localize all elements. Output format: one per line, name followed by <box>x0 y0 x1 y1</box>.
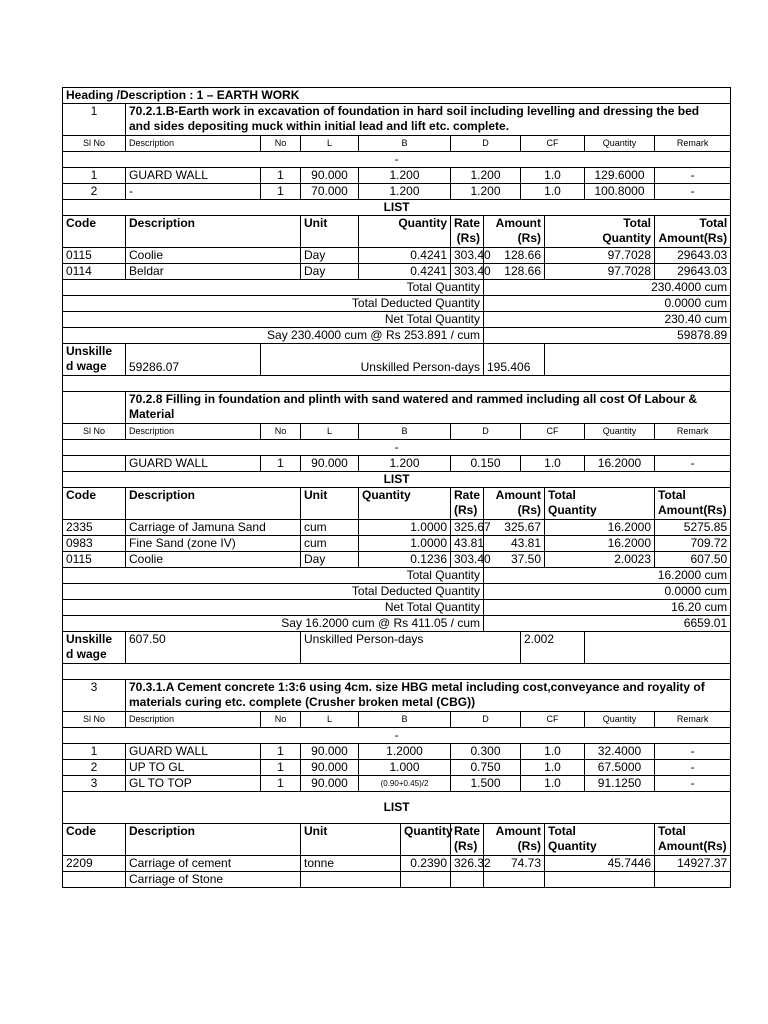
table-cell: 5275.85 <box>655 520 731 536</box>
list-row <box>63 264 731 280</box>
table-cell: 0.2390 <box>401 856 451 872</box>
table-cell: Amount (Rs) <box>484 824 545 856</box>
say-row <box>63 616 731 632</box>
measurement-row <box>63 168 731 184</box>
table-cell: - <box>655 184 731 200</box>
table-cell: 16.20 cum <box>484 600 731 616</box>
table-cell: Unit <box>301 216 359 248</box>
table-cell: 709.72 <box>655 536 731 552</box>
table-cell: 91.1250 <box>585 776 655 792</box>
estimate-document <box>62 87 730 888</box>
table-cell: Description <box>126 488 301 520</box>
table-cell: - <box>655 168 731 184</box>
table-cell: Sl No <box>63 424 126 440</box>
table-cell: 16.2000 <box>585 456 655 472</box>
table-cell <box>585 632 731 664</box>
table-cell: UP TO GL <box>126 760 261 776</box>
table-cell: 1 <box>261 456 301 472</box>
table-cell: Total Amount(Rs) <box>655 216 731 248</box>
table-cell: Sl No <box>63 712 126 728</box>
table-cell: L <box>301 136 359 152</box>
table-cell: Net Total Quantity <box>63 600 484 616</box>
table-cell: 230.40 cum <box>484 312 731 328</box>
table-cell: Day <box>301 264 359 280</box>
table-cell: 607.50 <box>655 552 731 568</box>
table-cell: Rate (Rs) <box>451 488 484 520</box>
table-cell: 90.000 <box>301 776 359 792</box>
table-cell <box>401 872 451 888</box>
table-cell: Sl No <box>63 136 126 152</box>
table-cell: 2 <box>63 760 126 776</box>
table-cell: Rate (Rs) <box>451 216 484 248</box>
table-cell <box>484 872 545 888</box>
table-cell: 1.200 <box>359 184 451 200</box>
table-cell: Amount (Rs) <box>484 488 545 520</box>
table-cell: 1 <box>63 744 126 760</box>
table-cell: 607.50 <box>126 632 301 664</box>
table-cell: Coolie <box>126 248 301 264</box>
section-3-title: 70.3.1.A Cement concrete 1:3:6 using 4cm. size HBG metal including cost,conveyance and royality of materials curing etc. complete (Crusher broken metal (CBG)) <box>126 680 731 712</box>
table-cell: Day <box>301 248 359 264</box>
table-cell: 1 <box>261 168 301 184</box>
table-cell: Total Quantity <box>545 488 655 520</box>
measurement-header <box>63 424 731 440</box>
table-cell: Quantity <box>359 488 451 520</box>
list-label: LIST <box>63 472 731 488</box>
table-cell: 0.150 <box>451 456 521 472</box>
measurement-header <box>63 136 731 152</box>
table-cell: Amount (Rs) <box>484 216 545 248</box>
total-quantity-row <box>63 568 731 584</box>
table-cell: GL TO TOP <box>126 776 261 792</box>
table-cell: 326.32 <box>451 856 484 872</box>
table-cell: 1.0 <box>521 168 585 184</box>
table-cell: Total Quantity <box>545 824 655 856</box>
table-cell: 1.0000 <box>359 536 451 552</box>
table-cell: 59286.07 <box>126 344 261 376</box>
table-cell: Code <box>63 488 126 520</box>
table-cell: 29643.03 <box>655 264 731 280</box>
table-cell: Fine Sand (zone IV) <box>126 536 301 552</box>
table-cell: 325.67 <box>451 520 484 536</box>
table-cell: 100.8000 <box>585 184 655 200</box>
unskilled-wage-row <box>63 632 731 664</box>
table-cell: B <box>359 424 451 440</box>
table-cell: No <box>261 712 301 728</box>
table-cell: 0983 <box>63 536 126 552</box>
table-cell <box>63 872 126 888</box>
table-cell: B <box>359 712 451 728</box>
table-cell: 45.7446 <box>545 856 655 872</box>
table-cell: 128.66 <box>484 264 545 280</box>
list-row <box>63 520 731 536</box>
table-cell: Total Deducted Quantity <box>63 296 484 312</box>
measurement-row <box>63 184 731 200</box>
measurement-row <box>63 776 731 792</box>
unskilled-wage-row <box>63 344 731 376</box>
table-cell: 128.66 <box>484 248 545 264</box>
table-cell: 1.0 <box>521 760 585 776</box>
table-cell: Total Deducted Quantity <box>63 584 484 600</box>
list-label: LIST <box>63 200 731 216</box>
table-cell: 16.2000 cum <box>484 568 731 584</box>
table-cell: Code <box>63 824 126 856</box>
table-cell: Day <box>301 552 359 568</box>
table-cell: 97.7028 <box>545 248 655 264</box>
list-row <box>63 536 731 552</box>
table-cell: 2 <box>63 184 126 200</box>
table-cell: 90.000 <box>301 456 359 472</box>
table-cell: 43.81 <box>484 536 545 552</box>
table-cell: 43.81 <box>451 536 484 552</box>
table-cell: 0.4241 <box>359 248 451 264</box>
table-cell: Total Amount(Rs) <box>655 824 731 856</box>
table-cell <box>655 872 731 888</box>
table-cell: Description <box>126 824 301 856</box>
table-cell: - <box>655 760 731 776</box>
table-cell: 1.0 <box>521 456 585 472</box>
separator-dash: - <box>63 152 731 168</box>
section-1-number: 1 <box>63 104 126 136</box>
table-cell: Unskilled Person-days <box>261 344 484 376</box>
table-cell: Carriage of Stone <box>126 872 301 888</box>
net-total-row <box>63 600 731 616</box>
table-cell: - <box>655 744 731 760</box>
table-cell: No <box>261 424 301 440</box>
table-cell: 1.0000 <box>359 520 451 536</box>
table-cell: Remark <box>655 424 731 440</box>
table-cell: Carriage of cement <box>126 856 301 872</box>
table-cell: D <box>451 136 521 152</box>
table-cell: 0.0000 cum <box>484 296 731 312</box>
list-row <box>63 552 731 568</box>
table-cell: Carriage of Jamuna Sand <box>126 520 301 536</box>
table-cell: 303.40 <box>451 264 484 280</box>
table-cell <box>451 872 484 888</box>
table-cell: Coolie <box>126 552 301 568</box>
table-cell: 70.000 <box>301 184 359 200</box>
table-cell: 14927.37 <box>655 856 731 872</box>
table-cell: 1.000 <box>359 760 451 776</box>
table-cell: 230.4000 cum <box>484 280 731 296</box>
section-2-number <box>63 392 126 424</box>
table-cell: 67.5000 <box>585 760 655 776</box>
table-cell: 1.200 <box>359 168 451 184</box>
net-total-row <box>63 312 731 328</box>
table-cell: - <box>655 776 731 792</box>
table-cell: Say 16.2000 cum @ Rs 411.05 / cum <box>63 616 484 632</box>
table-cell: 0114 <box>63 264 126 280</box>
table-cell: 97.7028 <box>545 264 655 280</box>
list-row <box>63 872 731 888</box>
table-cell: 1.200 <box>451 184 521 200</box>
table-cell <box>301 872 401 888</box>
estimate-table <box>62 87 731 888</box>
table-cell: 1 <box>261 744 301 760</box>
list-row <box>63 856 731 872</box>
table-cell: GUARD WALL <box>126 168 261 184</box>
table-cell: 1.0 <box>521 776 585 792</box>
blank-row <box>63 664 731 680</box>
table-cell: Unskille d wage <box>63 344 126 376</box>
list-header <box>63 824 731 856</box>
table-cell: 90.000 <box>301 760 359 776</box>
say-row <box>63 328 731 344</box>
table-cell: 74.73 <box>484 856 545 872</box>
table-cell: 29643.03 <box>655 248 731 264</box>
measurement-row <box>63 456 731 472</box>
table-cell: Remark <box>655 712 731 728</box>
table-cell: 2.002 <box>521 632 585 664</box>
heading: Heading /Description : 1 – EARTH WORK <box>63 88 731 104</box>
table-cell: Say 230.4000 cum @ Rs 253.891 / cum <box>63 328 484 344</box>
table-cell: 0.0000 cum <box>484 584 731 600</box>
table-cell: 2335 <box>63 520 126 536</box>
table-cell: 6659.01 <box>484 616 731 632</box>
table-cell: cum <box>301 536 359 552</box>
table-cell: Rate (Rs) <box>451 824 484 856</box>
separator-dash: - <box>63 440 731 456</box>
table-cell: CF <box>521 136 585 152</box>
total-deducted-row <box>63 296 731 312</box>
table-cell: 0115 <box>63 552 126 568</box>
table-cell: 2209 <box>63 856 126 872</box>
list-header <box>63 488 731 520</box>
table-cell: 90.000 <box>301 744 359 760</box>
table-cell: 195.406 <box>484 344 545 376</box>
list-label: LIST <box>63 792 731 824</box>
table-cell: D <box>451 424 521 440</box>
table-cell: Unit <box>301 824 401 856</box>
table-cell: 1.0 <box>521 184 585 200</box>
table-cell: cum <box>301 520 359 536</box>
table-cell: GUARD WALL <box>126 744 261 760</box>
table-cell: Total Amount(Rs) <box>655 488 731 520</box>
table-cell: 1 <box>261 776 301 792</box>
table-cell <box>63 456 126 472</box>
table-cell: 1.500 <box>451 776 521 792</box>
section-1-title: 70.2.1.B-Earth work in excavation of foundation in hard soil including levelling and dressing the bed and sides depositing muck within initial lead and lift etc. complete. <box>126 104 731 136</box>
total-quantity-row <box>63 280 731 296</box>
table-cell: Quantity <box>359 216 451 248</box>
list-header <box>63 216 731 248</box>
table-cell: Description <box>126 136 261 152</box>
table-cell: 1.0 <box>521 744 585 760</box>
table-cell: Unskilled Person-days <box>301 632 521 664</box>
table-cell: 0.750 <box>451 760 521 776</box>
table-cell: tonne <box>301 856 401 872</box>
table-cell: GUARD WALL <box>126 456 261 472</box>
table-cell: Quantity <box>585 424 655 440</box>
table-cell <box>545 872 655 888</box>
table-cell: 0.300 <box>451 744 521 760</box>
table-cell: (0.90+0.45)/2 <box>359 776 451 792</box>
table-cell: Net Total Quantity <box>63 312 484 328</box>
table-cell: - <box>655 456 731 472</box>
table-cell: Description <box>126 712 261 728</box>
table-cell: 32.4000 <box>585 744 655 760</box>
measurement-row <box>63 744 731 760</box>
table-cell: CF <box>521 712 585 728</box>
table-cell: 1 <box>63 168 126 184</box>
table-cell: 303.40 <box>451 552 484 568</box>
table-cell: Quantity <box>585 712 655 728</box>
table-cell: L <box>301 424 359 440</box>
table-cell: 129.6000 <box>585 168 655 184</box>
table-cell: 0115 <box>63 248 126 264</box>
table-cell: 3 <box>63 776 126 792</box>
table-cell: Description <box>126 424 261 440</box>
section-2-title: 70.2.8 Filling in foundation and plinth with sand watered and rammed including all cost Of Labour & Material <box>126 392 731 424</box>
table-cell: D <box>451 712 521 728</box>
table-cell: 1.200 <box>359 456 451 472</box>
measurement-header <box>63 712 731 728</box>
table-cell: No <box>261 136 301 152</box>
table-cell: 90.000 <box>301 168 359 184</box>
table-cell: 2.0023 <box>545 552 655 568</box>
list-row <box>63 248 731 264</box>
table-cell: Total Quantity <box>63 280 484 296</box>
table-cell <box>545 344 731 376</box>
measurement-row <box>63 760 731 776</box>
table-cell: 1 <box>261 760 301 776</box>
table-cell: Description <box>126 216 301 248</box>
table-cell: 303.40 <box>451 248 484 264</box>
table-cell: 0.4241 <box>359 264 451 280</box>
table-cell: - <box>126 184 261 200</box>
section-3-number: 3 <box>63 680 126 712</box>
table-cell: Unskille d wage <box>63 632 126 664</box>
table-cell: 1.2000 <box>359 744 451 760</box>
table-cell: Beldar <box>126 264 301 280</box>
table-cell: 0.1236 <box>359 552 451 568</box>
table-cell: L <box>301 712 359 728</box>
table-cell: Total Quantity <box>63 568 484 584</box>
table-cell: Remark <box>655 136 731 152</box>
separator-dash: - <box>63 728 731 744</box>
table-cell: 59878.89 <box>484 328 731 344</box>
table-cell: 37.50 <box>484 552 545 568</box>
table-cell: Quantity <box>401 824 451 856</box>
table-cell: 1.200 <box>451 168 521 184</box>
table-cell: CF <box>521 424 585 440</box>
table-cell: Quantity <box>585 136 655 152</box>
table-cell: 16.2000 <box>545 536 655 552</box>
table-cell: 1 <box>261 184 301 200</box>
total-deducted-row <box>63 584 731 600</box>
table-cell: Unit <box>301 488 359 520</box>
table-cell: B <box>359 136 451 152</box>
blank-row <box>63 376 731 392</box>
table-cell: 325.67 <box>484 520 545 536</box>
table-cell: Total Quantity <box>545 216 655 248</box>
table-cell: Code <box>63 216 126 248</box>
table-cell: 16.2000 <box>545 520 655 536</box>
